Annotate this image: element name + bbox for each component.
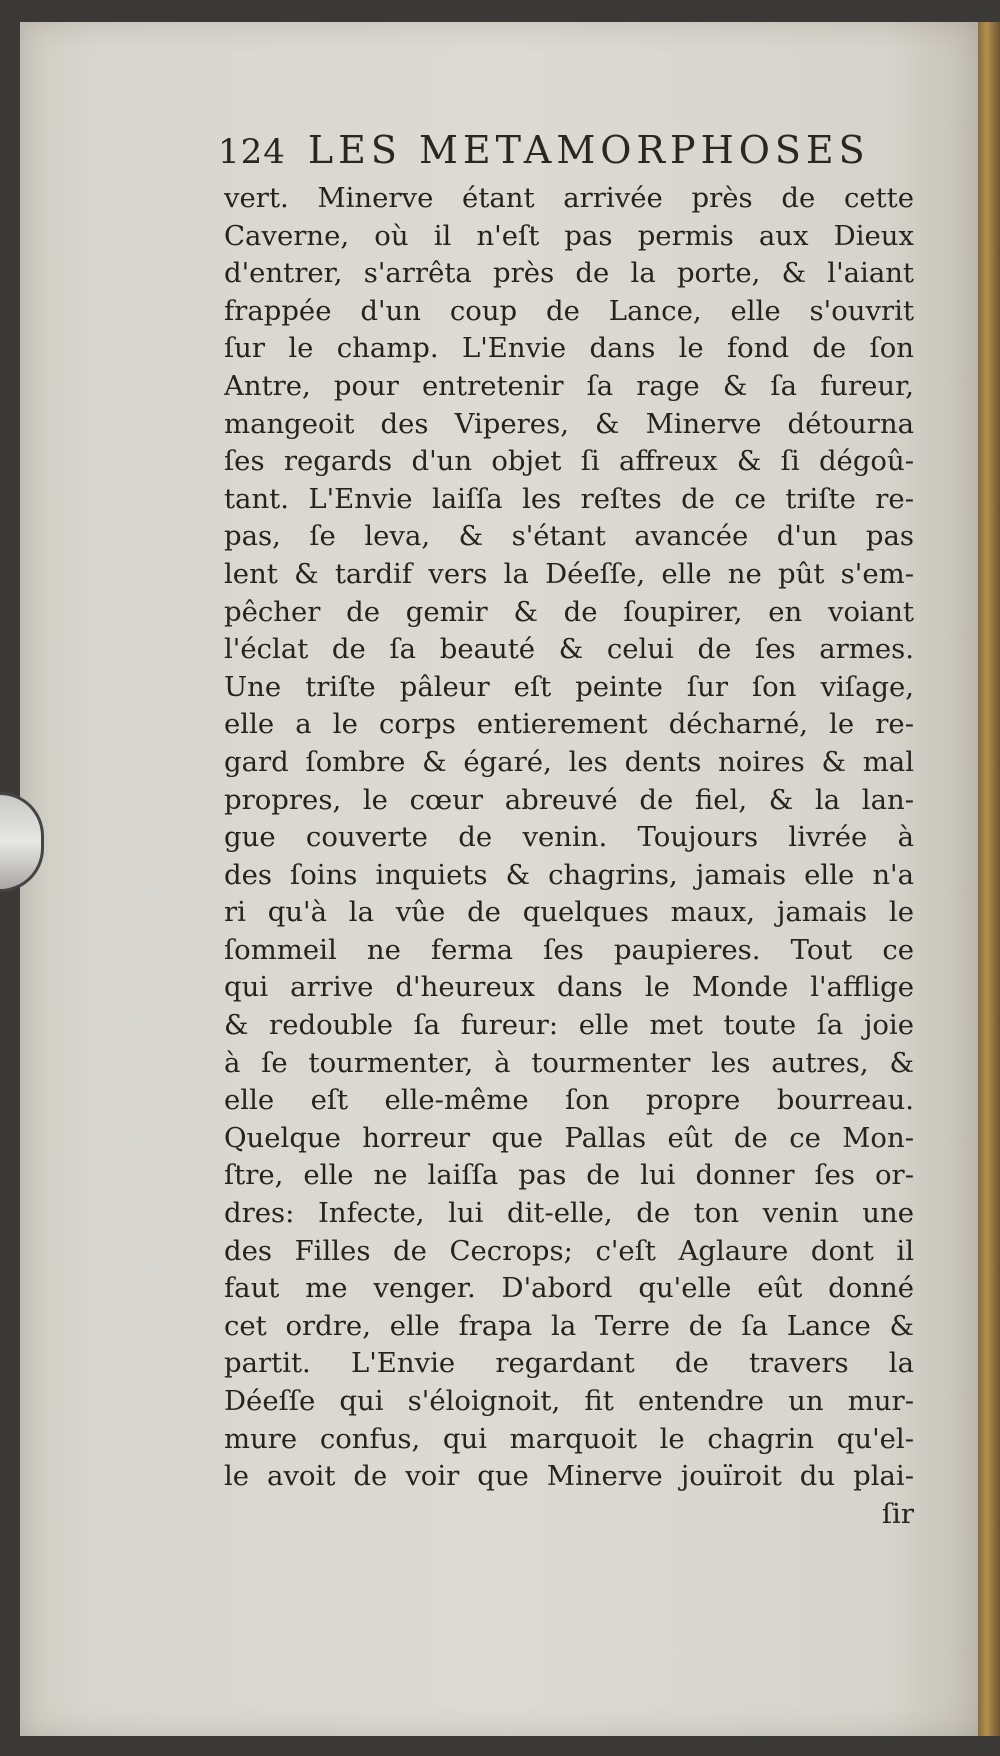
text-line: Déeſſe qui s'éloignoit, fit entendre un mur- [224, 1385, 914, 1417]
text-line: Antre, pour entretenir ſa rage & ſa fureur, [224, 369, 914, 402]
text-line: des Filles de Cecrops; c'eſt Aglaure dont il [224, 1234, 914, 1267]
text-line: ri qu'à la vûe de quelques maux, jamais le [224, 896, 914, 929]
text-line: mangeoit des Viperes, & Minerve détourna [224, 407, 914, 440]
text-line: cet ordre, elle frapa la Terre de ſa Lance & [224, 1309, 914, 1342]
text-line: ſes regards d'un objet ſi affreux & ſi dégoû- [224, 445, 914, 478]
text-line: l'éclat de ſa beauté & celui de ſes armes. [224, 633, 914, 666]
text-line: propres, le cœur abreuvé de fiel, & la lan- [224, 783, 914, 816]
text-line: des ſoins inquiets & chagrins, jamais elle n'a [224, 858, 914, 891]
text-line: frappée d'un coup de Lance, elle s'ouvrit [224, 294, 914, 327]
catchword: ſir [881, 1497, 914, 1530]
page-edge [978, 22, 1000, 1736]
text-line: faut me venger. D'abord qu'elle eût donné [224, 1272, 914, 1305]
text-line: Quelque horreur que Pallas eût de ce Mon- [224, 1121, 914, 1154]
text-line: d'entrer, s'arrêta près de la porte, & l'aiant [224, 257, 914, 290]
text-line: Une triſte pâleur eſt peinte ſur ſon viſage, [224, 670, 914, 703]
text-line: vert. Minerve étant arrivée près de cette [224, 182, 914, 214]
text-line: ſommeil ne ferma ſes paupieres. Tout ce [224, 933, 914, 966]
text-line: dres: Infecte, lui dit-elle, de ton venin une [224, 1197, 914, 1230]
text-line: Caverne, où il n'eſt pas permis aux Dieux [224, 219, 914, 252]
text-line: mure confus, qui marquoit le chagrin qu'el- [224, 1422, 914, 1455]
text-line: ſur le champ. L'Envie dans le fond de ſon [224, 332, 914, 365]
text-line: gard ſombre & égaré, les dents noires & mal [224, 745, 914, 778]
text-line: lent & tardif vers la Déeſſe, elle ne pût s'em- [224, 557, 914, 590]
body-text [224, 180, 914, 1533]
text-line: tant. L'Envie laiſſa les reſtes de ce triſte re- [224, 482, 914, 515]
text-line: pêcher de gemir & de ſoupirer, en voiant [224, 595, 914, 628]
text-line: partit. L'Envie regardant de travers la [224, 1347, 914, 1380]
page-header [218, 128, 898, 178]
text-line: le avoit de voir que Minerve jouïroit du plai- [224, 1460, 914, 1493]
text-line: gue couverte de venin. Toujours livrée à [224, 821, 914, 854]
text-line: à ſe tourmenter, à tourmenter les autres, & [224, 1046, 914, 1079]
text-line: elle a le corps entierement décharné, le re- [224, 708, 914, 741]
text-line: pas, ſe leva, & s'étant avancée d'un pas [224, 520, 914, 553]
text-line: elle eſt elle-même ſon propre bourreau. [224, 1084, 914, 1117]
running-title: LES METAMORPHOSES [307, 128, 870, 172]
text-line: & redouble ſa fureur: elle met toute ſa joie [224, 1009, 914, 1042]
page-number: 124 [218, 132, 286, 172]
text-line: qui arrive d'heureux dans le Monde l'afflige [224, 971, 914, 1004]
text-line: ſtre, elle ne laiſſa pas de lui donner ſes or- [224, 1159, 914, 1192]
